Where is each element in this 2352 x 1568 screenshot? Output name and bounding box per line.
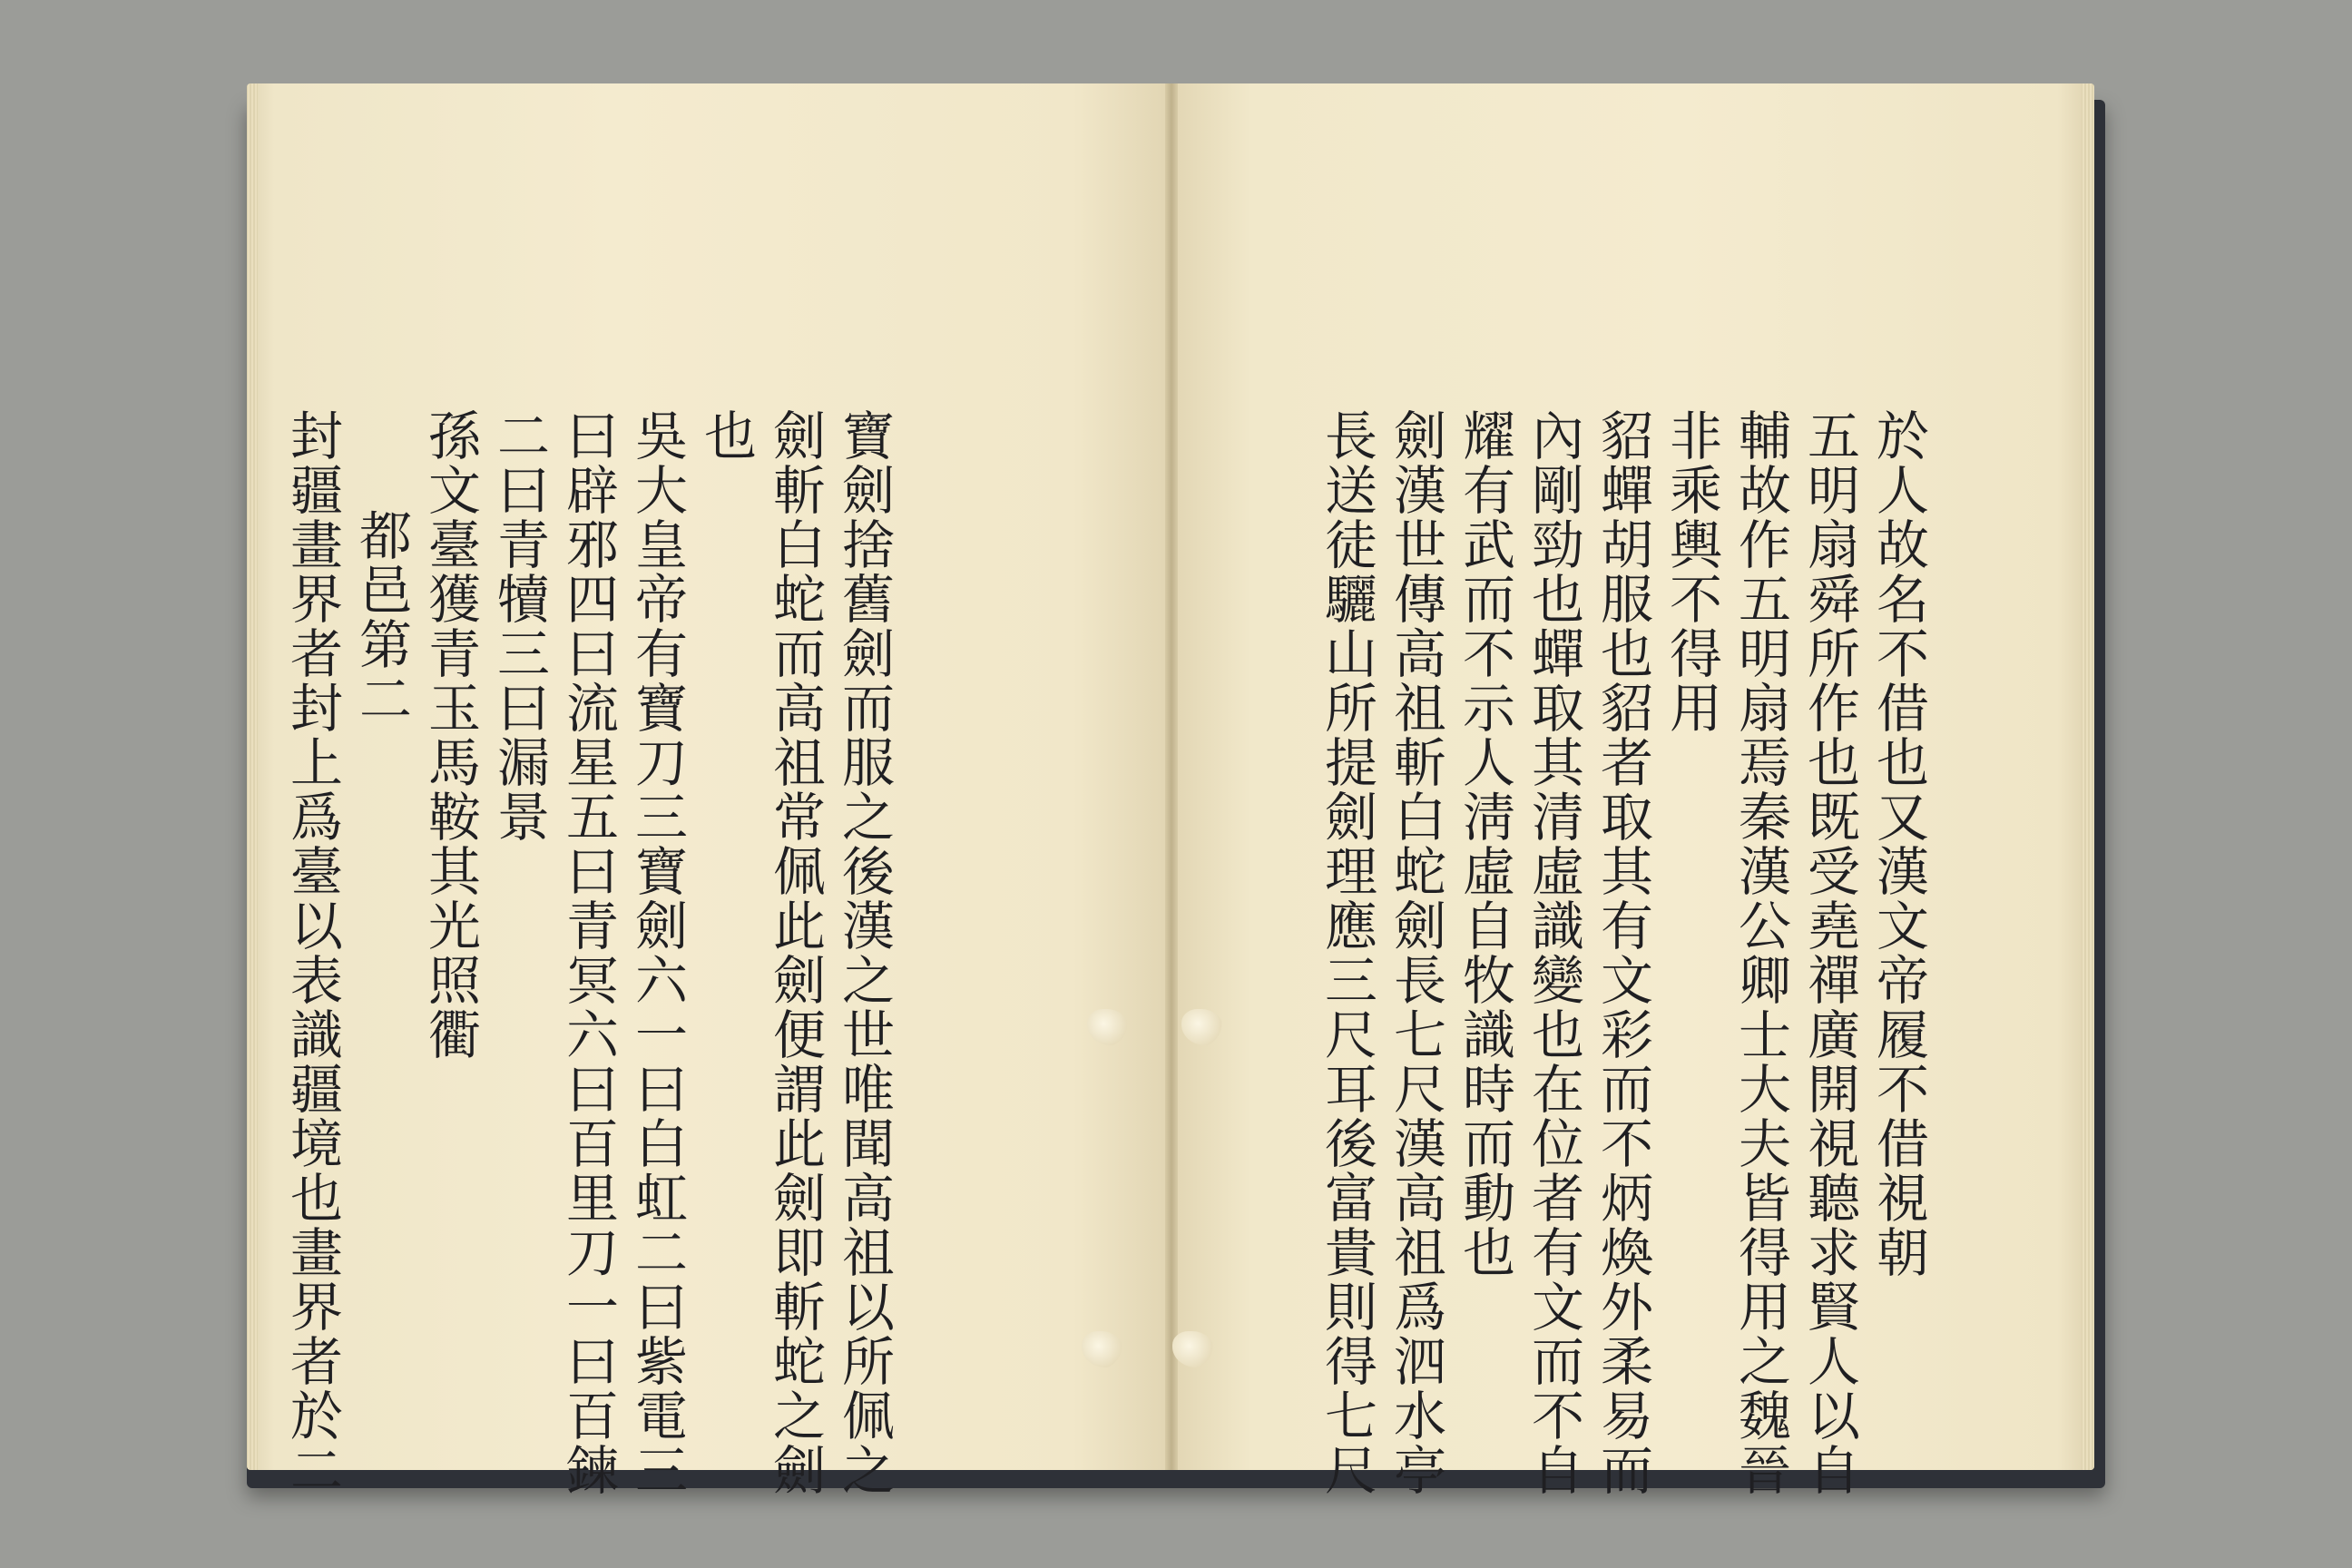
text-column: 也 <box>695 408 757 463</box>
text-column: 劍斬白蛇而高祖常佩此劍便謂此劍即斬蛇之劍 <box>764 408 826 1497</box>
text-column: 非乘輿不得用 <box>1661 408 1722 735</box>
left-page-text <box>54 408 898 1497</box>
text-column: 耀有武而不示人淸虛自牧識時而動也 <box>1454 408 1515 1279</box>
text-column: 輔故作五明扇焉秦漢公卿士大夫皆得用之魏晉 <box>1730 408 1791 1497</box>
text-column: 封疆畫界者封上爲臺以表識疆境也畫界者於二 <box>281 408 343 1497</box>
text-column: 五明扇舜所作也既受堯禪廣開視聽求賢人以自 <box>1798 408 1860 1497</box>
right-page-text <box>1116 408 1933 1497</box>
text-column: 長送徒驪山所提劍理應三尺耳後富貴則得七尺 <box>1316 408 1377 1497</box>
text-column: 吳大皇帝有寶刀三寶劍六一曰白虹二曰紫電三 <box>626 408 688 1497</box>
text-column: 貂蟬胡服也貂者取其有文彩而不炳煥外柔易而 <box>1592 408 1653 1497</box>
text-column: 孫文臺獲青玉馬鞍其光照衢 <box>419 408 481 1062</box>
page-edge <box>2082 83 2094 1470</box>
text-column: 劍漢世傳高祖斬白蛇劍長七尺漢高祖爲泗水亭 <box>1385 408 1446 1497</box>
text-column: 寶劍捨舊劍而服之後漢之世唯聞高祖以所佩之 <box>833 408 895 1497</box>
text-column: 曰辟邪四曰流星五曰青冥六曰百里刀一曰百鍊 <box>557 408 619 1497</box>
text-column: 內剛勁也蟬取其清虛識變也在位者有文而不自 <box>1523 408 1584 1497</box>
text-column: 二曰青犢三曰漏景 <box>488 408 550 844</box>
section-heading: 都邑第二 <box>350 508 412 726</box>
text-column: 於人故名不借也又漢文帝履不借視朝 <box>1867 408 1929 1279</box>
